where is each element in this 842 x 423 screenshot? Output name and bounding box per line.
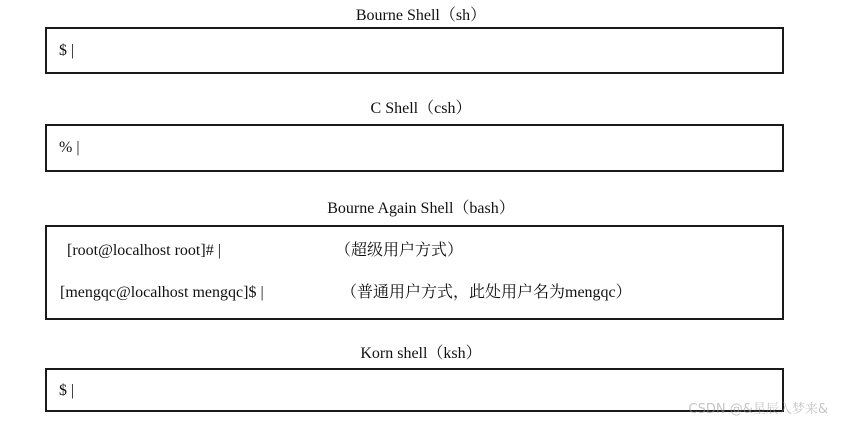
csh-terminal-box [45,124,784,172]
bash-root-note: （超级用户方式） [335,242,464,259]
sh-terminal-box [45,27,784,74]
ksh-terminal-box [45,368,784,412]
sh-prompt: $ | [59,42,75,59]
ksh-prompt: $ | [59,382,75,399]
bash-root-prompt: [root@localhost root]# | [67,242,221,259]
sh-title: Bourne Shell（sh） [355,7,487,24]
bash-user-prompt: [mengqc@localhost mengqc]$ | [60,284,264,301]
ksh-title: Korn shell（ksh） [360,345,482,362]
watermark: CSDN @&星辰入梦来& [688,402,828,417]
bash-user-note: （普通用户方式，此处用户名为mengqc） [341,284,632,301]
bash-title: Bourne Again Shell（bash） [327,200,515,217]
bash-terminal-box [45,225,784,320]
csh-title: C Shell（csh） [370,100,472,117]
csh-prompt: % | [59,139,80,156]
